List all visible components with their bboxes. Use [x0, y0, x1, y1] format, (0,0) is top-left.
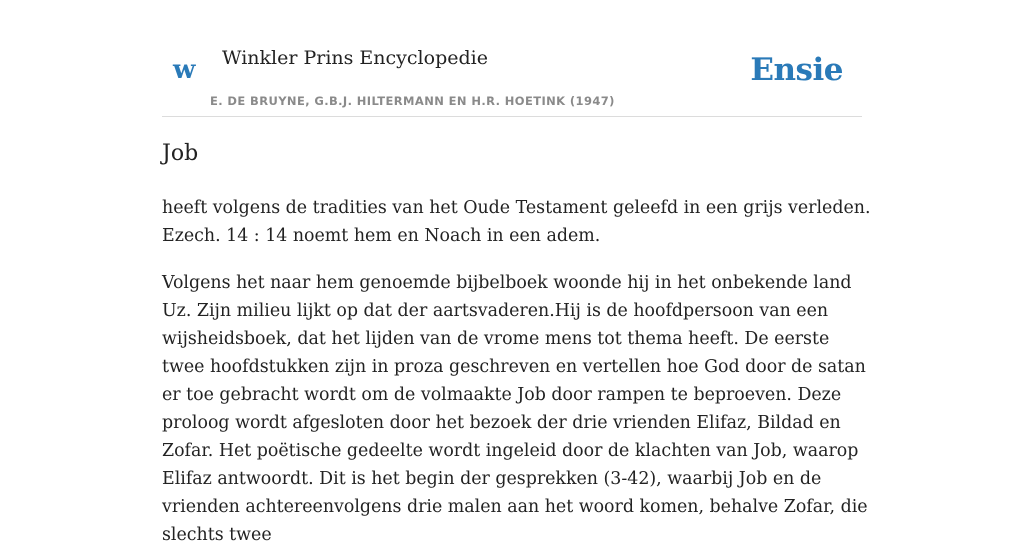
article-paragraph: Volgens het naar hem genoemde bijbelboek woonde hij in het onbekende land Uz. Zijn milieu lijkt op dat der aartsvaderen.Hij is de hoofdpersoon van een wijsheidsboek, dat het lijden van de vrome mens tot thema heeft. De eerste twee hoofdstukken zijn in proza geschreven en vertellen hoe God door de satan er toe gebracht wordt om de volmaakte Job door rampen te beproeven. Deze proloog wordt afgesloten door het bezoek der drie vrienden Elifaz, Bildad en Zofar. Het poëtische gedeelte wordt ingeleid door de klachten van Job, waarop Elifaz antwoordt. Dit is het begin der gesprekken (3-42), waarbij Job en de vrienden achtereenvolgens drie malen aan het woord komen, behalve Zofar, die slechts twee: [162, 273, 868, 545]
book-title[interactable]: Winkler Prins Encyclopedie: [222, 47, 488, 69]
winkler-prins-logo[interactable]: w: [173, 55, 196, 85]
book-authors: E. DE BRUYNE, G.B.J. HILTERMANN EN H.R. HOETINK (1947): [210, 94, 615, 108]
article-paragraph: heeft volgens de tradities van het Oude Testament geleefd in een grijs verleden. Ezech. 14 : 14 noemt hem en Noach in een adem.: [162, 198, 871, 246]
site-header: [162, 40, 862, 117]
article: [162, 136, 874, 549]
entry-title: Job: [162, 141, 199, 166]
ensie-logo[interactable]: Ensie: [750, 52, 843, 88]
